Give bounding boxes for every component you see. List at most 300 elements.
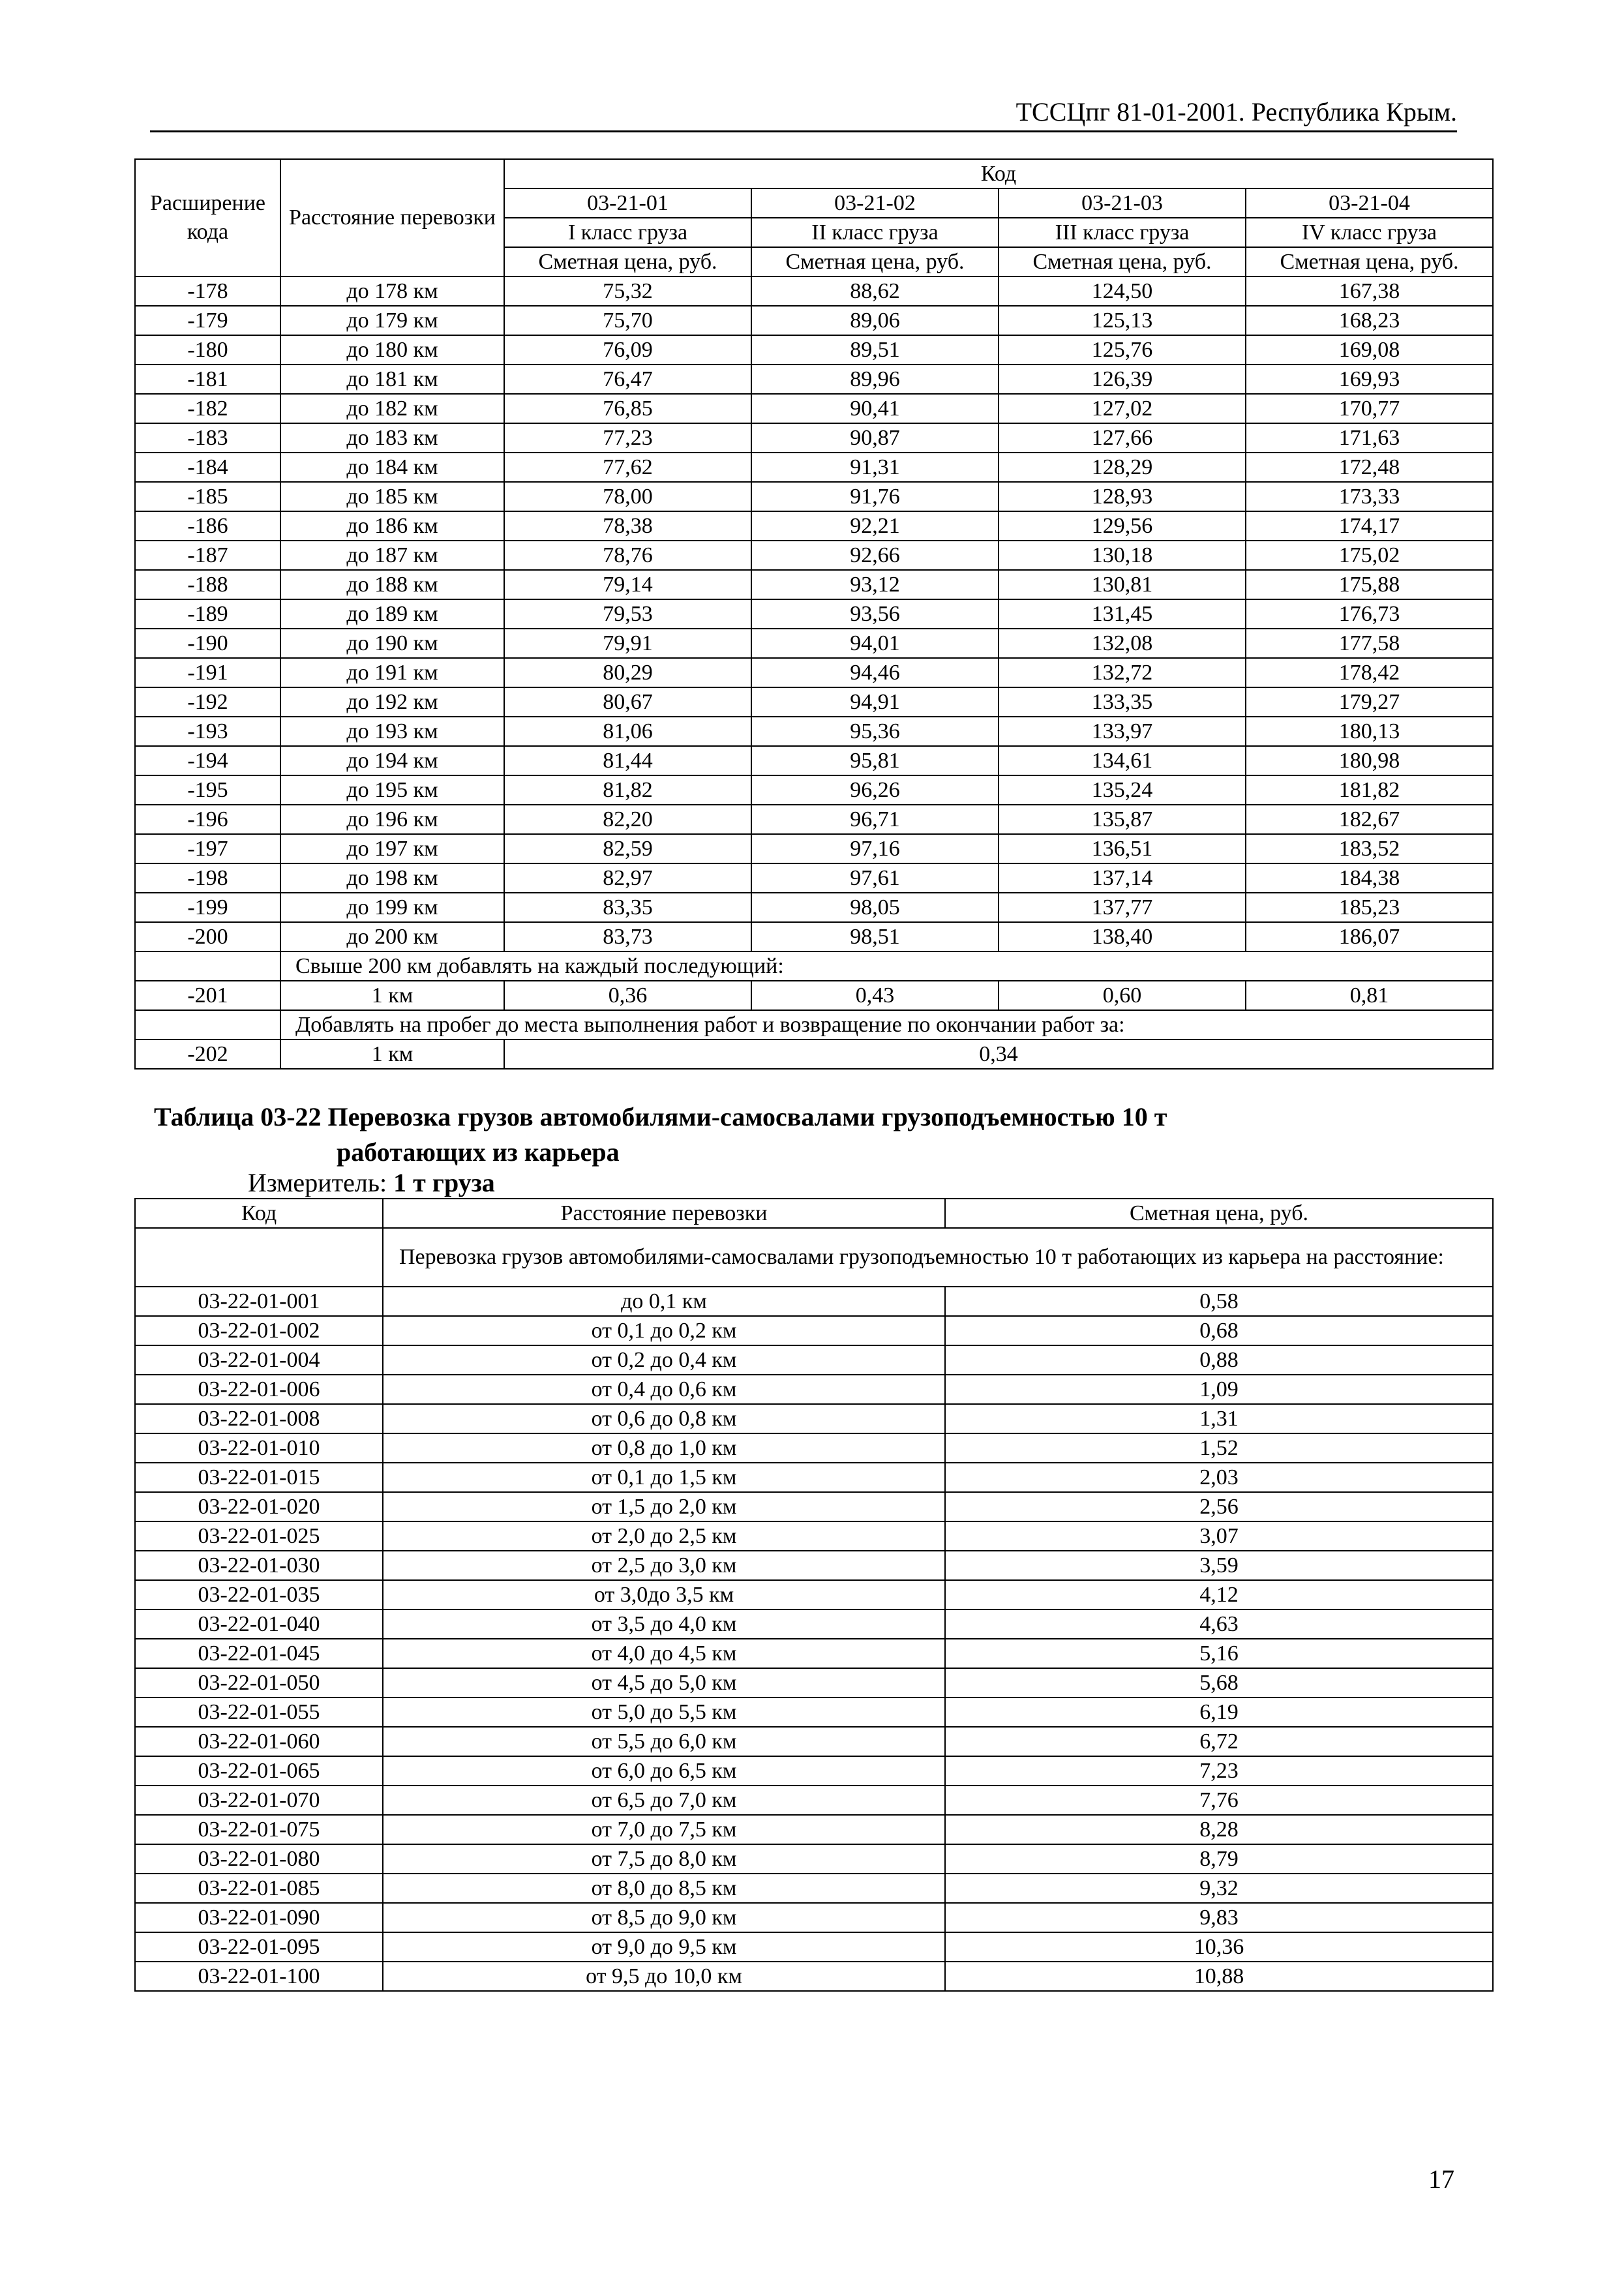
table-cell: 127,02 [999,394,1246,423]
header-code: Код [135,1199,383,1228]
table-cell: 5,68 [945,1668,1493,1698]
note-return-trip: Добавлять на пробег до места выполнения работ и возвращение по окончании работ за: [280,1010,1493,1040]
table-cell: 81,44 [504,746,751,775]
table-cell: 91,76 [751,482,999,511]
table-cell: 174,17 [1246,511,1493,541]
table-cell: 168,23 [1246,306,1493,335]
table-cell: -196 [135,805,280,834]
table-cell: -188 [135,570,280,599]
table-cell: 03-22-01-050 [135,1668,383,1698]
table-cell: от 9,5 до 10,0 км [383,1962,945,1991]
table-row [135,599,1493,629]
table-cell: 03-22-01-006 [135,1375,383,1404]
table-cell: 0,68 [945,1316,1493,1345]
table-cell: 130,81 [999,570,1246,599]
table-cell: до 0,1 км [383,1287,945,1316]
table-cell: от 5,5 до 6,0 км [383,1727,945,1756]
table-row [135,1639,1493,1668]
table-cell: 90,87 [751,423,999,453]
table-cell: 78,38 [504,511,751,541]
table-cell: от 2,0 до 2,5 км [383,1521,945,1551]
table-cell: -193 [135,717,280,746]
table-cell: 0,36 [504,981,751,1010]
table-cell: от 0,2 до 0,4 км [383,1345,945,1375]
table-cell: 180,13 [1246,717,1493,746]
table-cell: 98,05 [751,893,999,922]
table-cell: 03-22-01-010 [135,1433,383,1463]
table-row [135,1962,1493,1991]
table-cell: 182,67 [1246,805,1493,834]
table-cell: 80,67 [504,687,751,717]
table-cell: 94,46 [751,658,999,687]
table-cell: до 196 км [280,805,504,834]
table-cell: 134,61 [999,746,1246,775]
table-cell: 1,09 [945,1375,1493,1404]
table-cell: 79,53 [504,599,751,629]
table-row [135,629,1493,658]
table-cell: -199 [135,893,280,922]
table-row [135,423,1493,453]
table-cell: -200 [135,922,280,951]
table-cell: -192 [135,687,280,717]
table-row [135,1551,1493,1580]
table-cell: 132,08 [999,629,1246,658]
table-cell: 9,32 [945,1874,1493,1903]
title-line-2: работающих из карьера [337,1137,620,1167]
table-cell: 03-22-01-001 [135,1287,383,1316]
table-cell: до 193 км [280,717,504,746]
empty-cell [135,1228,383,1287]
table-cell: 0,88 [945,1345,1493,1375]
header-class-cell: I класс груза [504,218,751,247]
table-cell: до 199 км [280,893,504,922]
table-row [135,511,1493,541]
table-cell: 8,28 [945,1815,1493,1844]
table-cell: до 194 км [280,746,504,775]
table-cell: 10,88 [945,1962,1493,1991]
table-row [135,1903,1493,1932]
table-cell: 127,66 [999,423,1246,453]
table-cell: 03-22-01-090 [135,1903,383,1932]
table-cell: -202 [135,1040,280,1069]
table-row [135,775,1493,805]
table-row [135,1316,1493,1345]
table-cell: 79,91 [504,629,751,658]
table-row [135,365,1493,394]
table-cell: -191 [135,658,280,687]
table-cell: 180,98 [1246,746,1493,775]
table-cell: 03-22-01-065 [135,1756,383,1786]
measure-label: Измеритель: [248,1168,387,1197]
table-cell: от 0,4 до 0,6 км [383,1375,945,1404]
table-row [135,1580,1493,1609]
table-cell: 125,13 [999,306,1246,335]
table-cell: 135,24 [999,775,1246,805]
table-cell: до 180 км [280,335,504,365]
table-cell: 03-22-01-020 [135,1492,383,1521]
section-heading: Перевозка грузов автомобилями-самосвалами грузоподъемностью 10 т работающих из карьера на расстояние: [383,1228,1493,1287]
table-cell: 76,47 [504,365,751,394]
table-cell: от 2,5 до 3,0 км [383,1551,945,1580]
table-row [135,717,1493,746]
header-class-cell: II класс груза [751,218,999,247]
table-cell: 82,20 [504,805,751,834]
table-cell: -197 [135,834,280,863]
measure-unit [248,1167,495,1198]
table-cell: 88,62 [751,277,999,306]
table-cell: 03-22-01-015 [135,1463,383,1492]
table-row [135,1756,1493,1786]
table-cell: 75,70 [504,306,751,335]
table-cell: 03-22-01-070 [135,1786,383,1815]
table-03-22-title [154,1100,1167,1170]
table-row [135,1404,1493,1433]
table-cell: 83,73 [504,922,751,951]
table-cell: 96,71 [751,805,999,834]
table-cell: 91,31 [751,453,999,482]
table-row [135,1521,1493,1551]
table-cell: 03-22-01-040 [135,1609,383,1639]
table-cell: от 0,1 до 0,2 км [383,1316,945,1345]
table-cell: 03-22-01-060 [135,1727,383,1756]
table-cell: до 198 км [280,863,504,893]
table-cell: 79,14 [504,570,751,599]
table-cell: 172,48 [1246,453,1493,482]
table-cell: 175,02 [1246,541,1493,570]
table-cell: от 8,0 до 8,5 км [383,1874,945,1903]
table-cell: -182 [135,394,280,423]
table-cell: 1 км [280,1040,504,1069]
table-row [135,658,1493,687]
table-cell: -180 [135,335,280,365]
table-row [135,1668,1493,1698]
table-row [135,1874,1493,1903]
table-cell: -198 [135,863,280,893]
table-cell: 03-22-01-030 [135,1551,383,1580]
table-cell: от 0,6 до 0,8 км [383,1404,945,1433]
table-cell: -185 [135,482,280,511]
table-cell: 128,93 [999,482,1246,511]
table-row [135,1786,1493,1815]
table-cell: -179 [135,306,280,335]
table-row [135,834,1493,863]
table-cell: 126,39 [999,365,1246,394]
table-cell: -183 [135,423,280,453]
table-cell: до 188 км [280,570,504,599]
table-row [135,541,1493,570]
table-cell: -186 [135,511,280,541]
table-row [135,570,1493,599]
table-cell: 76,85 [504,394,751,423]
table-row [135,277,1493,306]
table-cell: 03-22-01-100 [135,1962,383,1991]
table-row [135,394,1493,423]
table-cell: от 3,5 до 4,0 км [383,1609,945,1639]
table-cell: 95,36 [751,717,999,746]
table-cell: 93,12 [751,570,999,599]
table-cell: 1,31 [945,1404,1493,1433]
header-code-cell: 03-21-03 [999,188,1246,218]
table-cell: 95,81 [751,746,999,775]
table-cell: 83,35 [504,893,751,922]
table-row [135,306,1493,335]
table-cell: 170,77 [1246,394,1493,423]
header-class-cell: IV класс груза [1246,218,1493,247]
table-cell: -189 [135,599,280,629]
table-cell: 176,73 [1246,599,1493,629]
table-cell: 125,76 [999,335,1246,365]
table-cell: 97,61 [751,863,999,893]
table-cell: 92,21 [751,511,999,541]
table-cell: 3,07 [945,1521,1493,1551]
table-cell: 5,16 [945,1639,1493,1668]
table-cell: 167,38 [1246,277,1493,306]
table-cell: 130,18 [999,541,1246,570]
table-cell: до 192 км [280,687,504,717]
price-table-03-22 [134,1198,1494,1992]
table-cell: от 4,0 до 4,5 км [383,1639,945,1668]
table-cell: 9,83 [945,1903,1493,1932]
table-cell: 03-22-01-055 [135,1698,383,1727]
table-row [135,863,1493,893]
table-cell: 81,06 [504,717,751,746]
empty-cell [135,1010,280,1040]
table-cell: 03-22-01-004 [135,1345,383,1375]
header-class-cell: III класс груза [999,218,1246,247]
table-cell: до 197 км [280,834,504,863]
page-number: 17 [1428,2164,1454,2194]
table-row [135,1287,1493,1316]
table-row [135,1345,1493,1375]
table-row [135,1375,1493,1404]
table-cell: 184,38 [1246,863,1493,893]
table-cell: 183,52 [1246,834,1493,863]
header-code-cell: 03-21-02 [751,188,999,218]
table-cell: от 8,5 до 9,0 км [383,1903,945,1932]
table-cell: до 189 км [280,599,504,629]
table-cell: 173,33 [1246,482,1493,511]
running-header: ТССЦпг 81-01-2001. Республика Крым. [1015,97,1457,127]
table-cell: до 184 км [280,453,504,482]
table-cell: от 7,5 до 8,0 км [383,1844,945,1874]
table-cell: до 190 км [280,629,504,658]
header-rule [150,130,1457,132]
table-cell: 137,14 [999,863,1246,893]
table-cell: 77,23 [504,423,751,453]
table-cell: 80,29 [504,658,751,687]
header-price-cell: Сметная цена, руб. [1246,247,1493,277]
table-row [135,1844,1493,1874]
note-over-200: Свыше 200 км добавлять на каждый последующий: [280,951,1493,981]
table-cell: 137,77 [999,893,1246,922]
table-cell: 98,51 [751,922,999,951]
header-price: Сметная цена, руб. [945,1199,1493,1228]
table-cell: 03-22-01-045 [135,1639,383,1668]
table-cell: 0,60 [999,981,1246,1010]
header-code-cell: 03-21-01 [504,188,751,218]
table-cell: 96,26 [751,775,999,805]
table-cell: 7,76 [945,1786,1493,1815]
table-cell: 10,36 [945,1932,1493,1962]
table-cell: 129,56 [999,511,1246,541]
table-cell: -195 [135,775,280,805]
table-cell: 94,91 [751,687,999,717]
empty-cell [135,951,280,981]
table-cell: 0,58 [945,1287,1493,1316]
table-row [135,1815,1493,1844]
table-cell: 8,79 [945,1844,1493,1874]
measure-value: 1 т груза [393,1168,495,1197]
table-cell: до 195 км [280,775,504,805]
table-cell: 75,32 [504,277,751,306]
table-cell: -178 [135,277,280,306]
table-cell: 03-22-01-095 [135,1932,383,1962]
table-cell: 132,72 [999,658,1246,687]
table-cell: 1 км [280,981,504,1010]
table-row [135,1698,1493,1727]
table-cell: 97,16 [751,834,999,863]
header-code: Код [504,159,1493,188]
table-cell: 169,08 [1246,335,1493,365]
table-cell: 181,82 [1246,775,1493,805]
table-row [135,893,1493,922]
table-cell: 185,23 [1246,893,1493,922]
table-cell: 1,52 [945,1433,1493,1463]
table-cell: 78,00 [504,482,751,511]
table-cell: 78,76 [504,541,751,570]
table-cell: 81,82 [504,775,751,805]
table-cell: до 191 км [280,658,504,687]
table-cell: от 5,0 до 5,5 км [383,1698,945,1727]
table-cell: 03-22-01-035 [135,1580,383,1609]
table-row [135,453,1493,482]
table-cell: 82,59 [504,834,751,863]
table-cell: 03-22-01-008 [135,1404,383,1433]
table-cell: 76,09 [504,335,751,365]
table-row [135,805,1493,834]
header-distance: Расстояние перевозки [383,1199,945,1228]
table-cell: 171,63 [1246,423,1493,453]
table-cell: 4,63 [945,1609,1493,1639]
table-cell: до 178 км [280,277,504,306]
table-cell: 124,50 [999,277,1246,306]
table-cell: 03-22-01-002 [135,1316,383,1345]
table-cell: от 6,0 до 6,5 км [383,1756,945,1786]
table-cell: 82,97 [504,863,751,893]
table-row [135,335,1493,365]
table-cell: 89,51 [751,335,999,365]
table-cell: 0,34 [504,1040,1493,1069]
table-cell: -184 [135,453,280,482]
table-cell: от 0,1 до 1,5 км [383,1463,945,1492]
table-cell: 93,56 [751,599,999,629]
title-line-1: Таблица 03-22 Перевозка грузов автомобилями-самосвалами грузоподъемностью 10 т [154,1102,1167,1131]
table-cell: от 4,5 до 5,0 км [383,1668,945,1698]
table-cell: 6,72 [945,1727,1493,1756]
table-cell: 178,42 [1246,658,1493,687]
table-cell: 175,88 [1246,570,1493,599]
table-cell: 89,06 [751,306,999,335]
table-cell: до 185 км [280,482,504,511]
table-cell: 131,45 [999,599,1246,629]
price-table-03-21 [134,158,1494,1070]
table-cell: 0,43 [751,981,999,1010]
table-cell: 77,62 [504,453,751,482]
table-cell: до 182 км [280,394,504,423]
table-cell: 0,81 [1246,981,1493,1010]
table-cell: до 181 км [280,365,504,394]
table-row [135,1492,1493,1521]
table-cell: 4,12 [945,1580,1493,1609]
table-cell: -181 [135,365,280,394]
table-cell: до 183 км [280,423,504,453]
table-cell: до 200 км [280,922,504,951]
table-cell: 169,93 [1246,365,1493,394]
table-row [135,746,1493,775]
table-cell: -194 [135,746,280,775]
table-cell: от 7,0 до 7,5 км [383,1815,945,1844]
table-row [135,687,1493,717]
table-cell: от 0,8 до 1,0 км [383,1433,945,1463]
table-cell: 186,07 [1246,922,1493,951]
table-cell: 92,66 [751,541,999,570]
table-cell: 89,96 [751,365,999,394]
table-cell: 133,35 [999,687,1246,717]
table-cell: 94,01 [751,629,999,658]
table-row [135,482,1493,511]
table-cell: от 6,5 до 7,0 км [383,1786,945,1815]
table-cell: 128,29 [999,453,1246,482]
table-cell: до 179 км [280,306,504,335]
table-cell: -201 [135,981,280,1010]
table-cell: 135,87 [999,805,1246,834]
table-cell: 7,23 [945,1756,1493,1786]
table-row [135,1932,1493,1962]
table-cell: -190 [135,629,280,658]
table-row [135,1433,1493,1463]
table-cell: -187 [135,541,280,570]
table-cell: 90,41 [751,394,999,423]
table-cell: 03-22-01-025 [135,1521,383,1551]
table-row [135,1727,1493,1756]
table-cell: 03-22-01-075 [135,1815,383,1844]
header-code-cell: 03-21-04 [1246,188,1493,218]
header-price-cell: Сметная цена, руб. [504,247,751,277]
table-cell: 177,58 [1246,629,1493,658]
table-cell: 6,19 [945,1698,1493,1727]
table-cell: 136,51 [999,834,1246,863]
table-cell: 2,56 [945,1492,1493,1521]
table-cell: до 186 км [280,511,504,541]
table-cell: 179,27 [1246,687,1493,717]
table-row [135,922,1493,951]
table-cell: 133,97 [999,717,1246,746]
table-cell: от 3,0до 3,5 км [383,1580,945,1609]
table-cell: 2,03 [945,1463,1493,1492]
header-extension: Расширение кода [135,159,280,277]
header-price-cell: Сметная цена, руб. [999,247,1246,277]
table-cell: от 1,5 до 2,0 км [383,1492,945,1521]
table-cell: 03-22-01-085 [135,1874,383,1903]
table-cell: до 187 км [280,541,504,570]
header-distance: Расстояние перевозки [280,159,504,277]
table-cell: 138,40 [999,922,1246,951]
table-cell: 03-22-01-080 [135,1844,383,1874]
table-row [135,1463,1493,1492]
header-price-cell: Сметная цена, руб. [751,247,999,277]
table-cell: 3,59 [945,1551,1493,1580]
table-row [135,1609,1493,1639]
